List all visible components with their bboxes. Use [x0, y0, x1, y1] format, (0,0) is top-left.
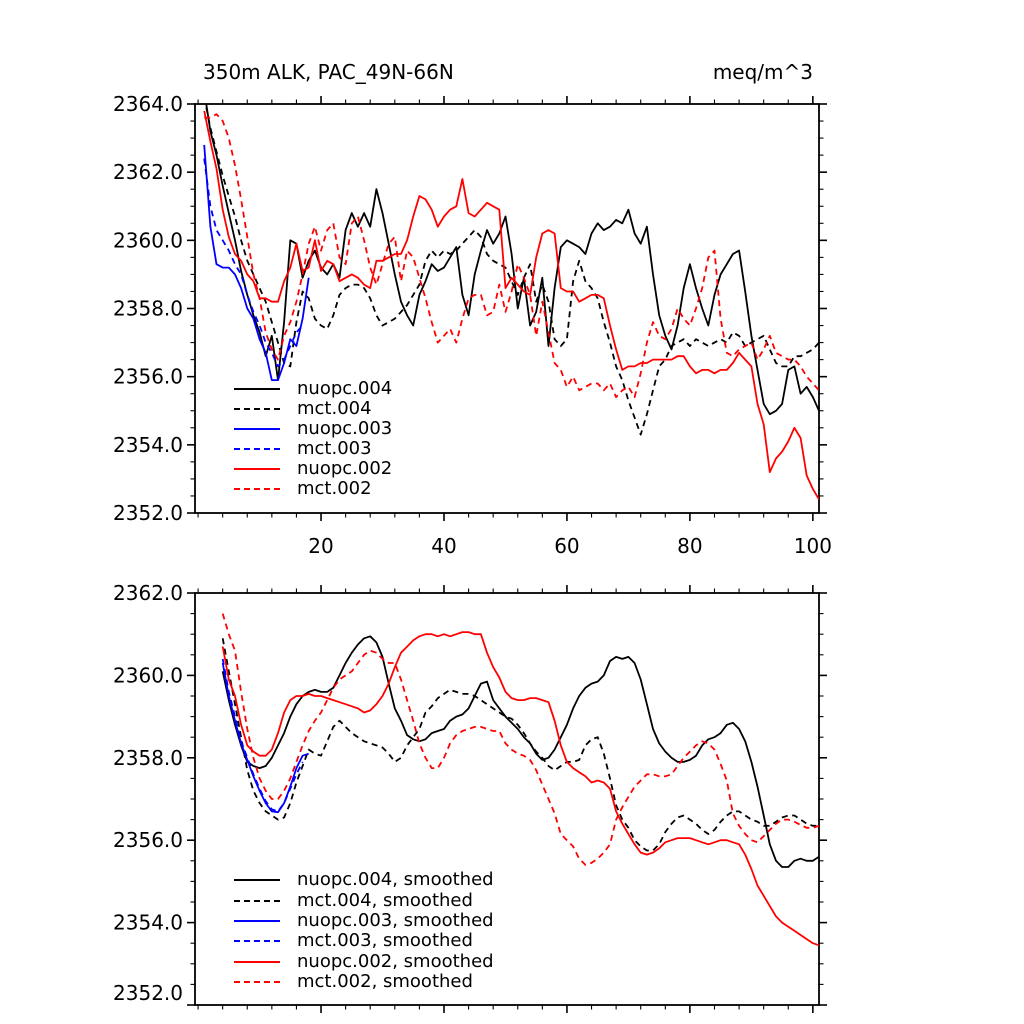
x-tick-label: 20 — [308, 534, 334, 558]
legend-item — [234, 379, 392, 399]
legend-swatch-line — [234, 961, 280, 963]
legend-item — [234, 439, 392, 459]
series-line-nuopc.004 — [204, 90, 819, 414]
y-tick-label: 2352.0 — [113, 981, 183, 1005]
legend-item — [234, 870, 494, 890]
y-tick-label: 2360.0 — [113, 228, 183, 253]
legend-item — [234, 931, 494, 951]
legend-swatch-line — [234, 448, 280, 450]
y-tick-label: 2354.0 — [113, 910, 183, 935]
legend-label: nuopc.002 — [297, 458, 393, 479]
legend-label: mct.004, smoothed — [297, 889, 473, 911]
units-label: meq/m^3 — [712, 60, 813, 84]
y-tick-label: 2358.0 — [113, 296, 183, 321]
legend-swatch-line — [234, 879, 280, 881]
x-tick-label: 60 — [554, 534, 580, 558]
legend-item — [234, 479, 392, 499]
legend-swatch-line — [234, 940, 280, 942]
legend-item — [234, 911, 494, 931]
y-tick-label: 2356.0 — [113, 364, 183, 389]
legend-swatch-line — [234, 468, 280, 470]
legend-label: mct.002, smoothed — [297, 971, 473, 993]
y-tick-labels — [113, 581, 183, 1005]
legend-swatch-line — [234, 388, 280, 390]
legend-item — [234, 972, 494, 992]
legend-item — [234, 459, 392, 479]
legend-bottom — [234, 870, 494, 992]
legend-label: nuopc.003, smoothed — [297, 909, 494, 931]
x-tick-label: 100 — [793, 534, 832, 558]
legend-label: mct.003, smoothed — [297, 930, 473, 952]
legend-label: mct.004 — [297, 398, 372, 419]
legend-label: nuopc.002, smoothed — [297, 950, 494, 972]
legend-swatch-line — [234, 920, 280, 922]
panel-top — [113, 90, 832, 558]
x-tick-label: 40 — [431, 534, 457, 558]
legend-label: mct.002 — [297, 478, 372, 499]
legend-swatch-line — [234, 428, 280, 430]
legend-item — [234, 399, 392, 419]
x-tick-label: 80 — [677, 534, 703, 558]
y-tick-label: 2354.0 — [113, 432, 183, 457]
legend-label: mct.003 — [297, 438, 372, 459]
series-line-mct.004-smoothed — [223, 638, 819, 850]
legend-label: nuopc.003 — [297, 418, 393, 439]
series-line-mct.002-smoothed — [223, 614, 819, 865]
legend-swatch-line — [234, 488, 280, 490]
legend-label: nuopc.004, smoothed — [297, 869, 494, 891]
series-line-mct.003-smoothed — [223, 659, 303, 812]
legend-swatch-line — [234, 408, 280, 410]
y-tick-labels — [113, 92, 183, 525]
y-tick-label: 2356.0 — [113, 828, 183, 853]
legend-label: nuopc.004 — [297, 378, 393, 399]
legend-swatch-line — [234, 981, 280, 983]
legend-item — [234, 890, 494, 910]
legend-top — [234, 379, 392, 499]
y-tick-label: 2362.0 — [113, 581, 183, 605]
y-tick-label: 2364.0 — [113, 92, 183, 116]
legend-item — [234, 952, 494, 972]
legend-swatch-line — [234, 900, 280, 902]
chart-title: 350m ALK, PAC_49N-66N — [203, 60, 454, 84]
y-tick-label: 2362.0 — [113, 160, 183, 185]
x-tick-labels — [308, 534, 832, 558]
y-tick-label: 2360.0 — [113, 663, 183, 688]
legend-item — [234, 419, 392, 439]
y-tick-label: 2358.0 — [113, 745, 183, 770]
y-tick-label: 2352.0 — [113, 501, 183, 525]
